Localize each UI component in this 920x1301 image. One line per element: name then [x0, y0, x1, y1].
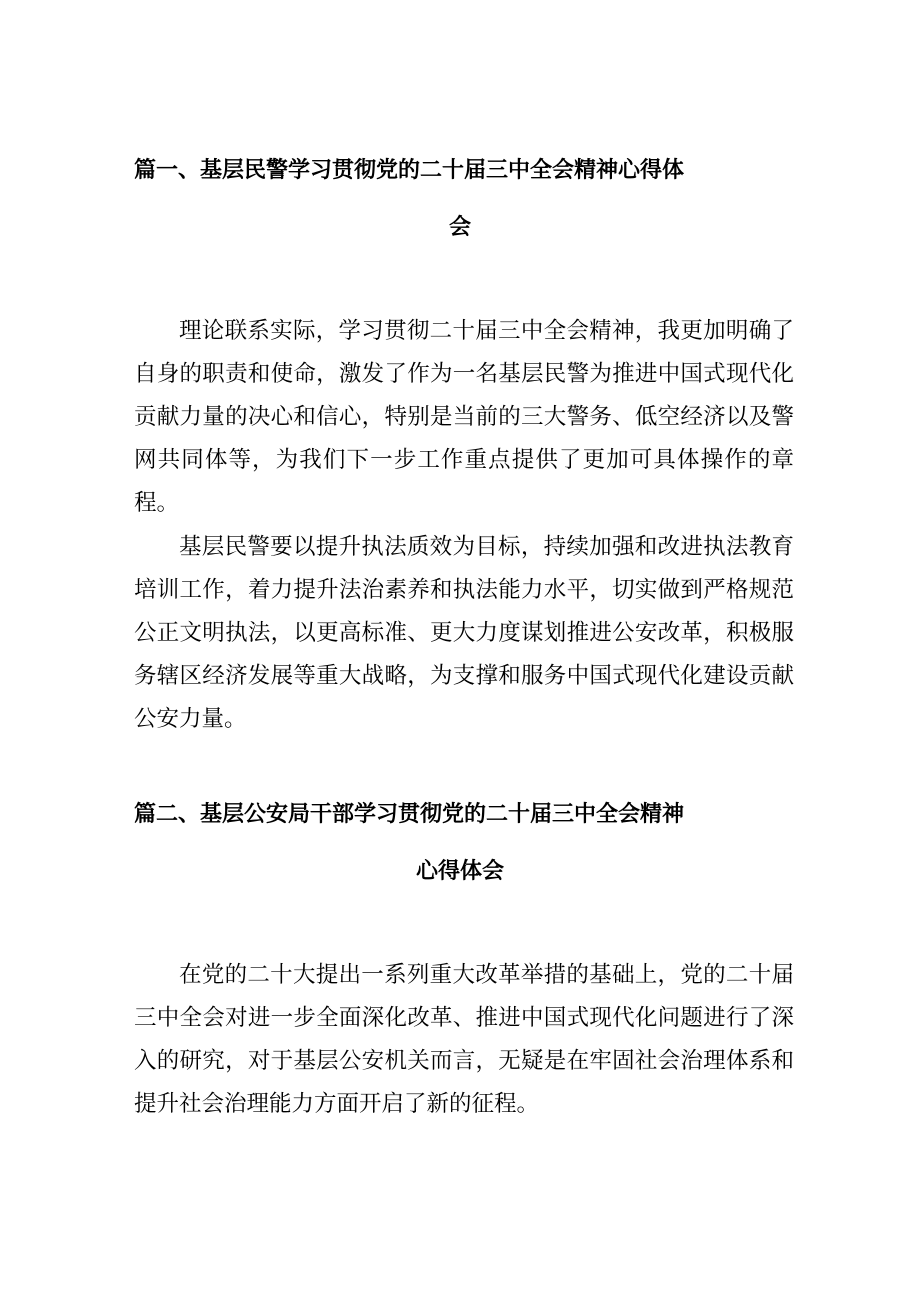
section-2-paragraph-1: 在党的二十大提出一系列重大改革举措的基础上，党的二十届三中全会对进一步全面深化改革、推进中国式现代化问题进行了深入的研究，对于基层公安机关而言，无疑是在牢固社会治理体系和提升社会治理能力方面开启了新的征程。	[134, 962, 794, 1117]
section-2-heading-line-1: 篇二、基层公安局干部学习贯彻党的二十届三中全会精神	[134, 802, 685, 827]
section-1-paragraph-2: 基层民警要以提升执法质效为目标，持续加强和改进执法教育培训工作，着力提升法治素养和执法能力水平，切实做到严格规范公正文明执法，以更高标准、更大力度谋划推进公安改革，积极服务辖区经济发展等重大战略，为支撑和服务中国式现代化建设贡献公安力量。	[134, 534, 794, 732]
section-1-paragraph-1: 理论联系实际，学习贯彻二十届三中全会精神，我更加明确了自身的职责和使命，激发了作为一名基层民警为推进中国式现代化贡献力量的决心和信心，特别是当前的三大警务、低空经济以及警网共同体等，为我们下一步工作重点提供了更加可具体操作的章程。	[134, 318, 794, 516]
section-1-heading-line-1: 篇一、基层民警学习贯彻党的二十届三中全会精神心得体	[134, 158, 685, 183]
section-1-heading-line-2: 会	[448, 215, 471, 240]
section-2-heading-line-2: 心得体会	[415, 859, 504, 884]
